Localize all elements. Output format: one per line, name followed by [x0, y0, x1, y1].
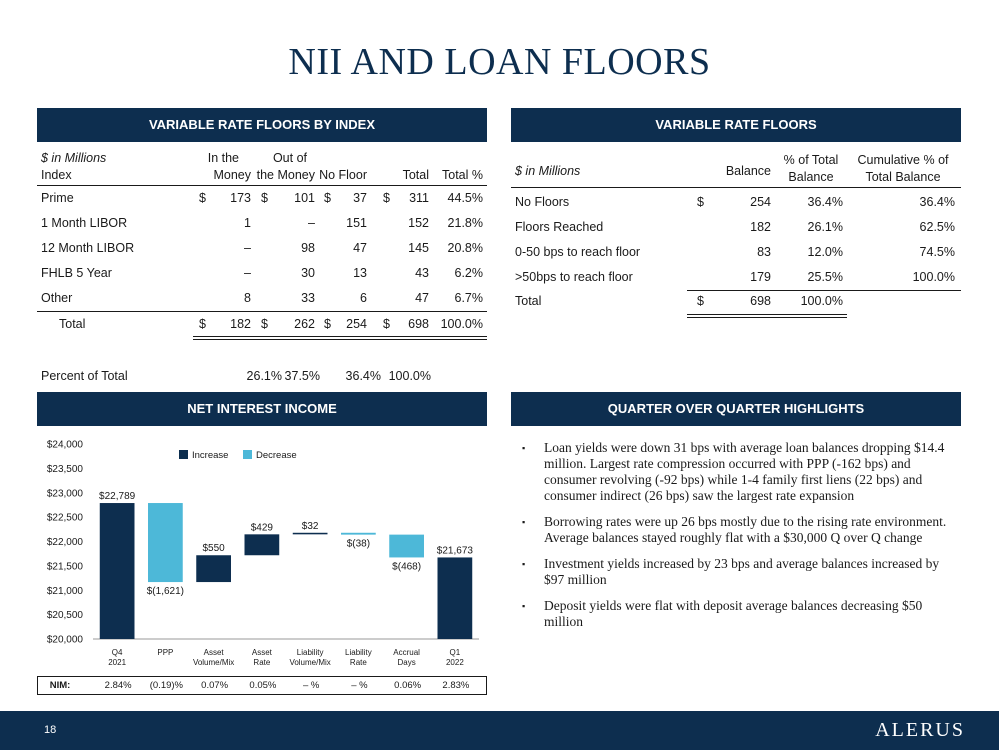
balance-value: 83 [757, 245, 771, 259]
table-row [37, 186, 487, 211]
nim-row [37, 676, 487, 695]
x-tick-label: PPP [157, 648, 174, 657]
nim-value: 0.05% [249, 680, 277, 691]
table-row [37, 236, 487, 261]
x-tick-label: Q1 [449, 648, 461, 657]
table-row [511, 215, 961, 240]
highlight-item [520, 440, 960, 504]
dollar-sign: $ [324, 317, 331, 331]
total-pct-header: Total % [442, 168, 483, 182]
x-tick-label: 2022 [445, 658, 464, 667]
total-pct: 100.0% [388, 369, 431, 383]
highlight-item [520, 514, 960, 546]
cum-header-1: Cumulative % of [857, 153, 949, 167]
nim-value: 2.83% [442, 680, 470, 691]
x-tick-label: Volume/Mix [289, 658, 331, 667]
nim-value: – % [351, 680, 368, 691]
pct-value: 36.4% [807, 195, 843, 209]
nim-value: 0.07% [201, 680, 229, 691]
out-money-value: – [308, 216, 315, 230]
out-money-header-1: Out of [272, 151, 307, 165]
legend-swatch [179, 450, 188, 459]
bullet-icon: ▪ [522, 601, 526, 611]
no-floor-value: 6 [360, 291, 367, 305]
y-tick-label: $23,000 [46, 488, 83, 500]
row-label: FHLB 5 Year [41, 266, 112, 280]
nim-value: 0.06% [394, 680, 422, 691]
highlight-text: Loan yields were down 31 bps with average loan balances dropping $14.4 million. Largest rate compression occurred with PPP (-162 bps) and consumer revolving (-92 bps) while 1-4 family first liens (22 bps) and consumer indirect (26 bps) saw the largest rate expansion [544, 440, 945, 503]
nim-label: NIM: [49, 680, 71, 691]
bar [196, 555, 231, 582]
x-tick-label: Rate [349, 658, 367, 667]
table-row-total [511, 289, 961, 314]
total-pct-value: 6.7% [454, 291, 483, 305]
y-tick-label: $20,000 [46, 634, 83, 646]
in-money-value: 1 [244, 216, 251, 230]
balance-value: 179 [750, 270, 771, 284]
x-tick-label: Rate [253, 658, 271, 667]
no-floor-value: 151 [346, 216, 367, 230]
pct-header-1: % of Total [783, 153, 839, 167]
no-floor-value: 13 [353, 266, 367, 280]
x-tick-label: Liability [345, 648, 372, 657]
table-row [37, 261, 487, 286]
x-tick-label: Liability [296, 648, 324, 657]
x-tick-label: Days [397, 658, 416, 667]
index-header: Index [41, 168, 72, 182]
row-label: Percent of Total [41, 369, 128, 383]
page-number: 18 [44, 724, 57, 736]
row-label: Total [59, 317, 86, 331]
nim-value: 2.84% [104, 680, 132, 691]
out-money-pct: 37.5% [284, 369, 320, 383]
legend-label: Decrease [256, 450, 297, 461]
table-row [511, 240, 961, 265]
nim-value: (0.19)% [149, 680, 183, 691]
total-value: 43 [415, 266, 429, 280]
out-money-value: 30 [301, 266, 315, 280]
dollar-sign: $ [697, 195, 704, 209]
total-pct-value: 20.8% [447, 241, 483, 255]
row-label: Total [515, 294, 542, 308]
table-row-total [37, 311, 487, 336]
footer-bar [0, 711, 999, 750]
total-value: 152 [408, 216, 429, 230]
bullet-icon: ▪ [522, 559, 526, 569]
total-value: 311 [409, 191, 429, 205]
row-label: >50bps to reach floor [515, 270, 633, 284]
y-tick-label: $22,500 [46, 512, 83, 524]
floors-by-index-table [37, 150, 487, 389]
cum-header-2: Total Balance [865, 170, 941, 184]
banner-highlights: QUARTER OVER QUARTER HIGHLIGHTS [511, 392, 961, 426]
x-tick-label: Q4 [111, 648, 123, 657]
total-value: 47 [415, 291, 429, 305]
no-floor-value: 37 [353, 191, 367, 205]
bar [389, 535, 424, 558]
dollar-sign: $ [697, 294, 704, 308]
balance-value: 698 [750, 294, 771, 308]
highlights-list [520, 440, 960, 640]
pct-value: 25.5% [807, 270, 843, 284]
total-pct-value: 100.0% [440, 317, 483, 331]
pct-value: 26.1% [807, 220, 843, 234]
total-value: 698 [408, 317, 429, 331]
row-label: No Floors [515, 195, 570, 209]
data-label: $(1,621) [146, 586, 184, 598]
balance-value: 254 [750, 195, 771, 209]
table-header [511, 150, 961, 188]
in-money-value: 173 [230, 191, 251, 205]
pct-value: 100.0% [800, 294, 843, 308]
no-floor-value: 47 [353, 241, 367, 255]
balance-value: 182 [750, 220, 771, 234]
out-money-value: 98 [301, 241, 315, 255]
bar [341, 533, 376, 535]
highlight-text: Deposit yields were flat with deposit average balances decreasing $50 million [544, 598, 923, 629]
row-label: Other [41, 291, 73, 305]
in-money-value: 8 [244, 291, 251, 305]
out-money-value: 262 [294, 317, 315, 331]
pct-header-2: Balance [788, 170, 834, 184]
total-header: Total [402, 168, 429, 182]
units-label: $ in Millions [41, 151, 107, 165]
in-money-value: 182 [230, 317, 251, 331]
table-row [511, 265, 961, 290]
row-label: Prime [41, 191, 74, 205]
banner-floors-by-index: VARIABLE RATE FLOORS BY INDEX [37, 108, 487, 142]
data-label: $21,673 [436, 545, 473, 557]
row-label: Floors Reached [515, 220, 604, 234]
total-value: 145 [408, 241, 429, 255]
page-title: NII AND LOAN FLOORS [288, 41, 711, 83]
no-floor-value: 254 [346, 317, 367, 331]
nim-value: – % [302, 680, 320, 691]
dollar-sign: $ [261, 191, 268, 205]
data-label: $(38) [346, 538, 371, 550]
row-label: 1 Month LIBOR [41, 216, 128, 230]
table-row [511, 190, 961, 215]
total-pct-value: 44.5% [447, 191, 483, 205]
highlight-item [520, 598, 960, 630]
floors-table [511, 150, 961, 318]
dollar-sign: $ [324, 191, 331, 205]
x-tick-label: Asset [203, 648, 224, 657]
bullet-icon: ▪ [522, 443, 526, 453]
highlight-text: Investment yields increased by 23 bps and average balances increased by $97 million [544, 556, 940, 587]
x-tick-label: Volume/Mix [192, 658, 235, 667]
table-row-percent [37, 364, 487, 389]
y-tick-label: $21,000 [46, 585, 83, 597]
no-floor-pct: 36.4% [345, 369, 381, 383]
dollar-sign: $ [199, 191, 206, 205]
y-tick-label: $24,000 [46, 439, 83, 451]
total-pct-value: 21.8% [447, 216, 483, 230]
cum-value: 62.5% [919, 220, 955, 234]
data-label: $550 [202, 543, 225, 555]
y-tick-label: $20,500 [46, 610, 83, 622]
cum-value: 74.5% [919, 245, 955, 259]
in-money-value: – [244, 241, 251, 255]
y-tick-label: $23,500 [46, 463, 83, 475]
highlight-item [520, 556, 960, 588]
in-money-pct: 26.1% [246, 369, 282, 383]
x-tick-label: Accrual [393, 648, 420, 657]
row-label: 12 Month LIBOR [41, 241, 135, 255]
data-label: $22,789 [99, 491, 136, 503]
y-tick-label: $21,500 [46, 561, 83, 573]
cum-value: 100.0% [912, 270, 955, 284]
x-tick-label: 2021 [108, 658, 127, 667]
dollar-sign: $ [261, 317, 268, 331]
double-underline [687, 314, 847, 318]
nii-waterfall-chart [37, 436, 487, 676]
total-pct-value: 6.2% [454, 266, 483, 280]
balance-header: Balance [725, 164, 771, 178]
in-money-header-1: In the [207, 151, 239, 165]
highlight-text: Borrowing rates were up 26 bps mostly due to the rising rate environment. Average balances stayed roughly flat with a $30,000 Q over Q change [544, 514, 947, 545]
alerus-logo: ALERUS [875, 719, 965, 741]
out-money-value: 101 [294, 191, 315, 205]
row-label: 0-50 bps to reach floor [515, 245, 641, 259]
bar [438, 557, 473, 639]
cum-value: 36.4% [919, 195, 955, 209]
in-money-value: – [244, 266, 251, 280]
legend-label: Increase [192, 450, 229, 461]
banner-nii: NET INTEREST INCOME [37, 392, 487, 426]
no-floor-header: No Floor [319, 168, 367, 182]
units-label: $ in Millions [515, 164, 581, 178]
data-label: $32 [301, 520, 319, 532]
banner-floors: VARIABLE RATE FLOORS [511, 108, 961, 142]
out-money-header-2: the Money [256, 168, 315, 182]
out-money-value: 33 [301, 291, 315, 305]
x-tick-label: Asset [251, 648, 272, 657]
bullet-icon: ▪ [522, 517, 526, 527]
table-row [37, 211, 487, 236]
table-row [37, 286, 487, 311]
table-header [37, 150, 487, 186]
bar [100, 503, 135, 639]
dollar-sign: $ [199, 317, 206, 331]
bar [148, 503, 183, 582]
data-label: $(468) [392, 561, 422, 573]
y-tick-label: $22,000 [46, 537, 83, 548]
bar [293, 533, 328, 535]
in-money-header-2: Money [213, 168, 251, 182]
dollar-sign: $ [383, 317, 390, 331]
pct-value: 12.0% [807, 245, 843, 259]
dollar-sign: $ [383, 191, 390, 205]
bar [245, 534, 280, 555]
legend-swatch [243, 450, 252, 459]
data-label: $429 [250, 522, 273, 534]
